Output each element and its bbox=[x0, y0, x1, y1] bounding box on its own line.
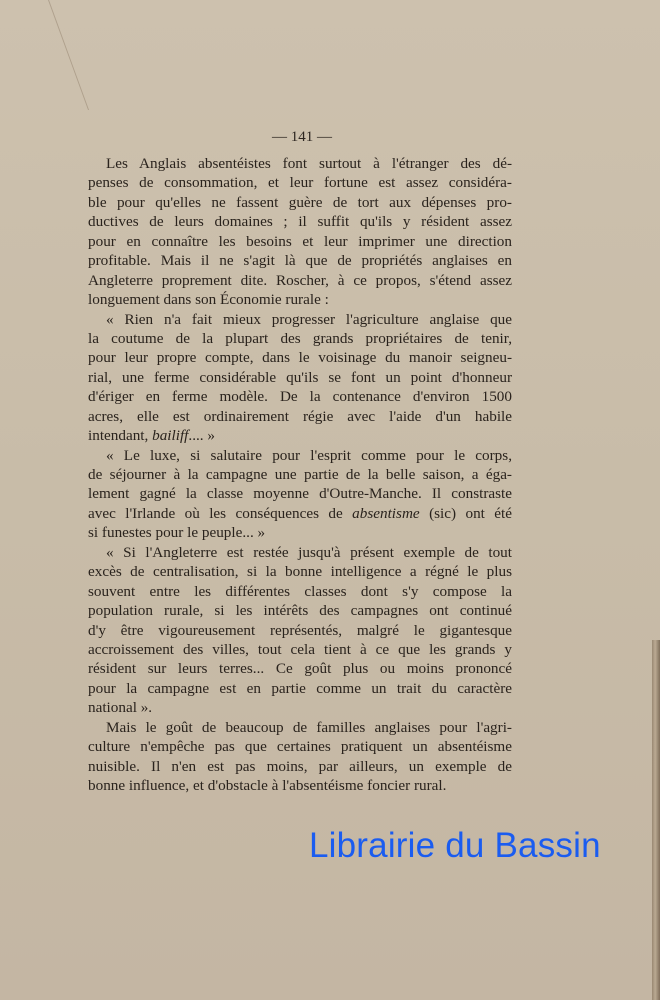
page-number: — 141 — bbox=[272, 129, 332, 145]
text-line: pour en connaître les besoins et leur imprimer une direction bbox=[88, 232, 512, 250]
text-line: accroissement des villes, tout cela tient à ce que les grands y bbox=[88, 640, 512, 658]
text-line: la coutume de la plupart des grands propriétaires de tenir, bbox=[88, 329, 512, 347]
text-fragment: .... » bbox=[188, 427, 215, 445]
text-line: de séjourner à la campagne une partie de la belle saison, a éga- bbox=[88, 466, 512, 483]
text-line: excès de centralisation, si la bonne intelligence a régné le plus bbox=[88, 563, 512, 581]
text-line: résident sur leurs terres... Ce goût plus ou moins prononcé bbox=[88, 660, 512, 678]
text-line: population rurale, si les intérêts des campagnes ont continué bbox=[88, 602, 512, 620]
text-line: ble pour qu'elles ne fassent guère de tort aux dépenses pro- bbox=[88, 193, 512, 211]
text-line: pour leur propre compte, dans le voisinage du manoir seigneu- bbox=[88, 349, 512, 367]
page-crease bbox=[8, 0, 89, 110]
text-line: bonne influence, et d'obstacle à l'absentéisme foncier rural. bbox=[88, 777, 447, 794]
page-edge bbox=[652, 640, 660, 1000]
text-line: souvent entre les différentes classes dont s'y compose la bbox=[88, 582, 512, 600]
text-line: « Rien n'a fait mieux progresser l'agriculture anglaise que bbox=[106, 310, 512, 328]
body-text bbox=[88, 154, 512, 795]
italic-term: absentisme bbox=[352, 504, 420, 522]
text-line: profitable. Mais il ne s'agit là que de propriétés anglaises en bbox=[88, 252, 512, 270]
text-line: ductives de leurs domaines ; il suffit qu'ils y résident assez bbox=[88, 213, 512, 231]
text-line: « Si l'Angleterre est restée jusqu'à présent exemple de tout bbox=[106, 543, 512, 561]
text-line: pour la campagne est en partie comme un trait du caractère bbox=[88, 679, 512, 697]
text-line: Angleterre proprement dite. Roscher, à ce propos, s'étend assez bbox=[88, 271, 512, 289]
text-line: Les Anglais absentéistes font surtout à l'étranger des dé- bbox=[106, 155, 512, 172]
text-line: penses de consommation, et leur fortune est assez considéra- bbox=[88, 174, 512, 192]
text-line bbox=[88, 504, 512, 523]
text-line: « Le luxe, si salutaire pour l'esprit comme pour le corps, bbox=[106, 446, 512, 464]
text-line: Mais le goût de beaucoup de familles anglaises pour l'agri- bbox=[106, 718, 512, 736]
text-line: nuisible. Il n'en est pas moins, par ailleurs, un exemple de bbox=[88, 757, 512, 775]
text-fragment: intendant, bbox=[88, 427, 149, 445]
watermark: Librairie du Bassin bbox=[309, 826, 601, 865]
text-line: acres, elle est ordinairement régie avec l'aide d'un habile bbox=[88, 407, 512, 425]
text-fragment: avec l'Irlande où les conséquences de bbox=[88, 504, 343, 522]
text-line bbox=[88, 426, 512, 445]
text-line: d'ériger en ferme modèle. De la contenance d'environ 1500 bbox=[88, 388, 512, 406]
text-fragment: (sic) ont été bbox=[429, 504, 512, 522]
text-line: si funestes pour le peuple... » bbox=[88, 524, 266, 542]
text-line: longuement dans son Économie rurale : bbox=[88, 291, 329, 309]
italic-term: bailiff bbox=[152, 427, 189, 445]
text-line: culture n'empêche pas que certaines pratiquent un absentéisme bbox=[88, 738, 512, 756]
text-line: d'y être vigoureusement représentés, malgré le gigantesque bbox=[88, 621, 512, 639]
text-line: lement gagné la classe moyenne d'Outre-Manche. Il constraste bbox=[88, 485, 512, 503]
text-line: national ». bbox=[88, 699, 153, 717]
text-line: rial, une ferme considérable qu'ils se font un point d'honneur bbox=[88, 368, 512, 386]
